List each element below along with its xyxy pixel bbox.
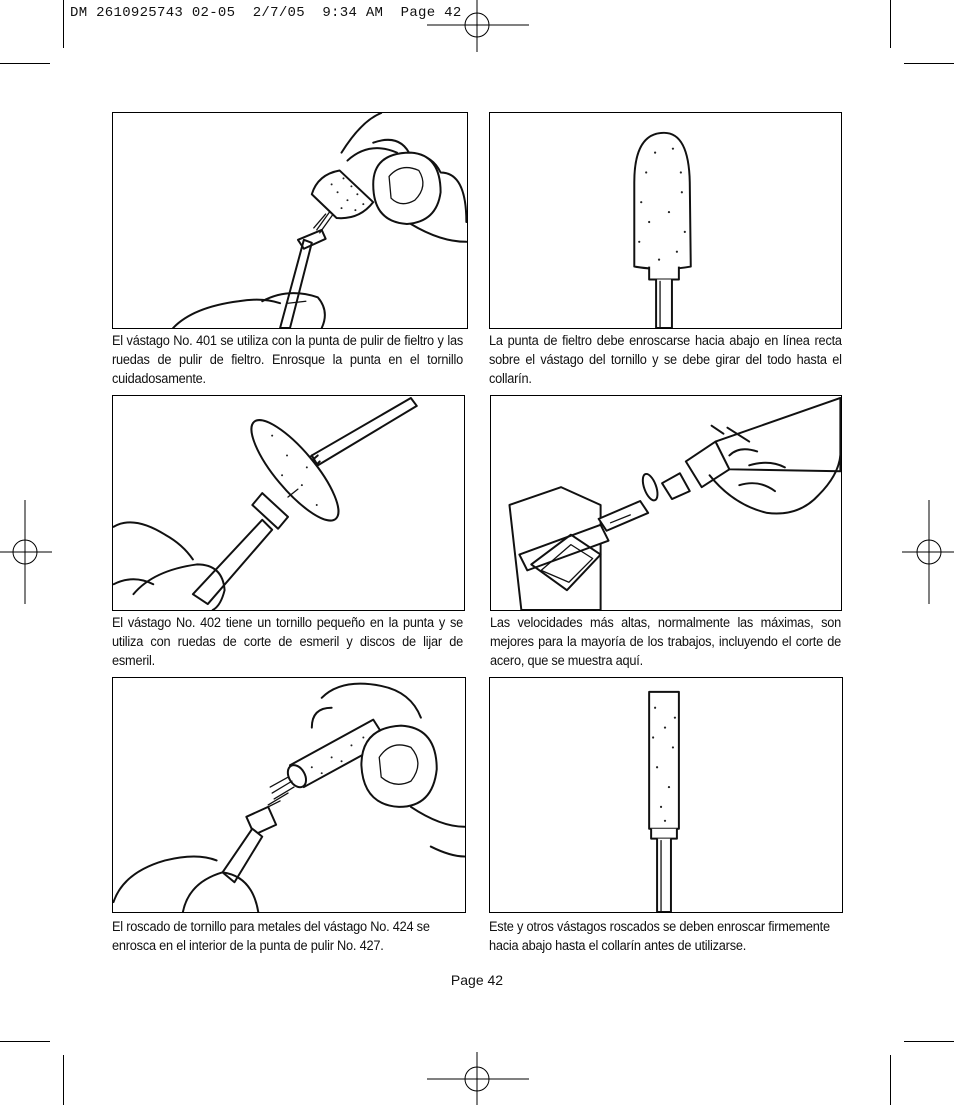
figure-felt-tip-screwed	[489, 112, 842, 329]
illustration-hand-polishing-tip	[113, 678, 465, 912]
caption-mandrel-401: El vástago No. 401 se utiliza con la punta de pulir de fieltro y las ruedas de pulir de fieltro. Enrosque la punta en el tornillo cuidadosamente.	[112, 333, 463, 387]
caption-threaded-mandrel: Este y otros vástagos roscados se deben enroscar firmemente hacia abajo hasta el collarín antes de utilizarse.	[489, 919, 830, 954]
caption-mandrel-402: El vástago No. 402 tiene un tornillo pequeño en la punta y se utiliza con ruedas de corte de esmeril y discos de lijar de esmeril.	[112, 615, 463, 669]
figure-threaded-mandrel-collar	[489, 677, 843, 913]
illustration-hand-cut-wheel	[113, 396, 464, 610]
registration-target-icon	[0, 500, 52, 604]
registration-target-icon	[902, 500, 954, 604]
registration-target-icon	[427, 0, 529, 52]
figure-mandrel-424-polishing-tip	[112, 677, 466, 913]
page-number: Page 42	[450, 972, 504, 988]
illustration-hand-felt-tip	[113, 113, 467, 328]
registration-target-icon	[427, 1052, 529, 1105]
illustration-felt-tip-on-mandrel	[490, 113, 841, 328]
illustration-cutting-steel	[491, 396, 841, 610]
print-slug: DM 2610925743 02-05 2/7/05 9:34 AM Page 42	[70, 5, 462, 21]
caption-felt-tip-screwed: La punta de fieltro debe enroscarse hacia abajo en línea recta sobre el vástago del tornillo y se debe girar del todo hasta el collarín.	[489, 333, 842, 387]
caption-mandrel-424: El roscado de tornillo para metales del vástago No. 424 se enrosca en el interior de la punta de pulir No. 427.	[112, 919, 430, 954]
figure-mandrel-402-cut-wheel	[112, 395, 465, 611]
figure-mandrel-401-felt-tip	[112, 112, 468, 329]
illustration-threaded-mandrel	[490, 678, 842, 912]
caption-cutting-steel: Las velocidades más altas, normalmente las máximas, son mejores para la mayoría de los trabajos, incluyendo el corte de acero, que se muestra aquí.	[490, 615, 841, 669]
figure-cutting-steel	[490, 395, 842, 611]
